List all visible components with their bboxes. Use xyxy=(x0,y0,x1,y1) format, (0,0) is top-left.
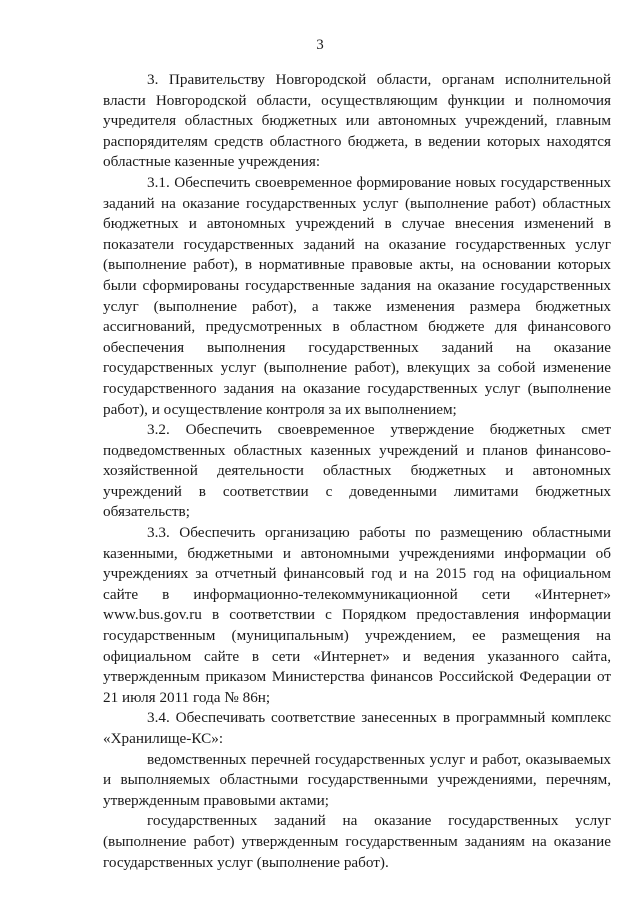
paragraph-3: 3. Правительству Новгородской области, органам исполнительной власти Новгородской области, осуществляющим функции и полномочия учредителя областных бюджетных или автономных учреждений, главным распорядителям средств областного бюджета, в ведении которых находятся областные казенные учреждения: xyxy=(103,71,611,171)
paragraph-3-3: 3.3. Обеспечить организацию работы по размещению областными казенными, бюджетными и автономными учреждениями информации об учреждениях за отчетный финансовый год и на 2015 год на официальном сайте в информационно-телекоммуникационной сети «Интернет» www.bus.gov.ru в соответствии с Порядком предоставления информации государственным (муниципальным) учреждением, ее размещения на официальном сайте в сети «Интернет» и ведения указанного сайта, утвержденным приказом Министерства финансов Российской Федерации от 21 июля 2011 года № 86н; xyxy=(103,524,611,706)
paragraph-3-1: 3.1. Обеспечить своевременное формирование новых государственных заданий на оказание государственных услуг (выполнение работ) областных бюджетных и автономных учреждений в случае внесения изменений в показатели государственных заданий на оказание государственных услуг (выполнение работ), в нормативные правовые акты, на основании которых были сформированы государственные задания на оказание государственных услуг (выполнение работ), а также изменения размера бюджетных ассигнований, предусмотренных в областном бюджете для финансового обеспечения выполнения государственных заданий на оказание государственных услуг (выполнение работ), влекущих за собой изменение государственного задания на оказание государственных услуг (выполнение работ), и осуществление контроля за их выполнением; xyxy=(103,173,611,418)
paragraph-3-4-item-1: ведомственных перечней государственных услуг и работ, оказываемых и выполняемых областными государственными учреждениями, перечням, утвержденным правовыми актами; xyxy=(103,750,611,809)
document-body xyxy=(103,70,611,873)
page-number: 3 xyxy=(316,37,324,53)
paragraph-3-4-item-2: государственных заданий на оказание государственных услуг (выполнение работ) утвержденным государственным заданиям на оказание государственных услуг (выполнение работ). xyxy=(103,812,611,871)
paragraph-3-4: 3.4. Обеспечивать соответствие занесенных в программный комплекс «Хранилище-КС»: xyxy=(103,709,611,747)
paragraph-3-2: 3.2. Обеспечить своевременное утверждение бюджетных смет подведомственных областных казенных учреждений и планов финансово-хозяйственной деятельности областных бюджетных и автономных учреждений в соответствии с доведенными лимитами бюджетных обязательств; xyxy=(103,421,611,521)
